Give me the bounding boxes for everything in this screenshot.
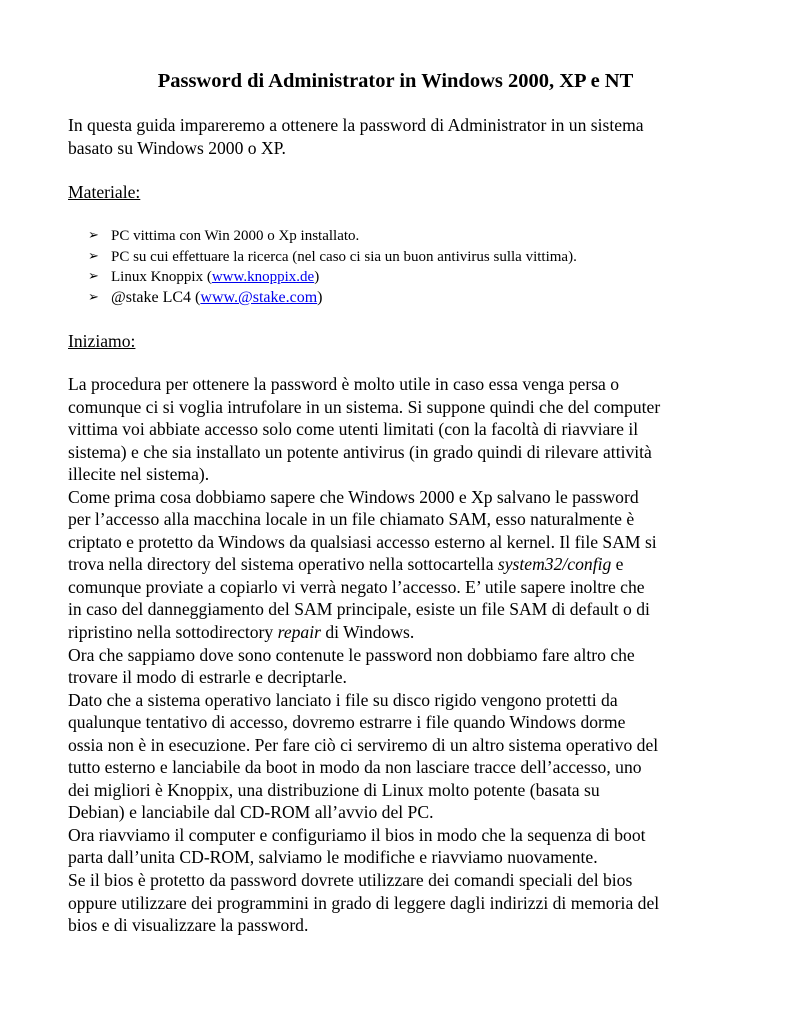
list-item-text: PC vittima con Win 2000 o Xp installato. — [111, 228, 360, 244]
body-line: criptato e protetto da Windows da qualsiasi accesso esterno al kernel. Il file SAM si — [68, 531, 657, 552]
arrowhead-bullet-icon: ➢ — [88, 290, 99, 306]
body-line-text: ripristino nella sottodirectory — [68, 622, 278, 643]
atstake-link[interactable]: www.@stake.com — [200, 289, 318, 307]
list-item-text: Linux Knoppix ( — [111, 269, 212, 286]
body-text — [68, 373, 733, 937]
body-line: comunque ci si voglia intrufolare in un sistema. Si suppone quindi che del computer — [68, 396, 661, 417]
body-line: ossia non è in esecuzione. Per fare ciò ci serviremo di un altro sistema operativo del — [68, 734, 659, 755]
body-line: Ora che sappiamo dove sono contenute le password non dobbiamo fare altro che — [68, 644, 635, 665]
knoppix-link[interactable]: www.knoppix.de — [211, 269, 315, 286]
body-line-text: trova nella directory del sistema operativo nella sottocartella — [68, 554, 498, 575]
body-line: trovare il modo di estrarle e decriptarle. — [68, 667, 347, 688]
body-line: tutto esterno e lanciabile da boot in modo da non lasciare tracce dell’accesso, uno — [68, 757, 642, 778]
list-item — [88, 226, 577, 247]
body-line: La procedura per ottenere la password è molto utile in caso essa venga persa o — [68, 374, 620, 394]
arrowhead-bullet-icon: ➢ — [88, 248, 99, 264]
intro-line: In questa guida impareremo a ottenere la password di Administrator in un sistema — [68, 115, 644, 135]
body-line: sistema) e che sia installato un potente antivirus (in grado quindi di rilevare attività — [68, 441, 652, 462]
body-line: in caso del danneggiamento del SAM principale, esiste un file SAM di default o di — [68, 599, 650, 620]
list-item — [88, 267, 577, 288]
document-title: Password di Administrator in Windows 2000, XP e NT — [157, 70, 634, 92]
body-line — [68, 553, 733, 576]
body-line-text: e — [611, 554, 624, 575]
body-line: parta dall’unita CD-ROM, salviamo le modifiche e riavviamo nuovamente. — [68, 847, 598, 868]
materiale-heading: Materiale: — [68, 182, 141, 202]
body-line: Dato che a sistema operativo lanciato i file su disco rigido vengono protetti da — [68, 689, 618, 710]
list-item-text: PC su cui effettuare la ricerca (nel caso ci sia un buon antivirus sulla vittima). — [111, 248, 577, 265]
iniziamo-heading: Iniziamo: — [68, 331, 136, 351]
body-line: illecite nel sistema). — [68, 464, 210, 485]
list-item-text-after: ) — [314, 269, 320, 286]
body-line: oppure utilizzare dei programmini in grado di leggere dagli indirizzi di memoria del — [68, 892, 660, 913]
intro-paragraph — [68, 114, 738, 159]
body-line: dei migliori è Knoppix, una distribuzione di Linux molto potente (basata su — [68, 779, 600, 800]
body-line: per l’accesso alla macchina locale in un file chiamato SAM, esso naturalmente è — [68, 509, 635, 530]
body-line: Ora riavviamo il computer e configuriamo il bios in modo che la sequenza di boot — [68, 824, 646, 845]
body-line: Debian) e lanciabile dal CD-ROM all’avvio del PC. — [68, 802, 434, 823]
list-item-text-after: ) — [317, 289, 323, 307]
body-line — [68, 621, 733, 644]
body-line-text: di Windows. — [320, 622, 415, 643]
body-line: Come prima cosa dobbiamo sapere che Windows 2000 e Xp salvano le password — [68, 486, 639, 507]
arrowhead-bullet-icon: ➢ — [88, 228, 99, 243]
intro-line: basato su Windows 2000 o XP. — [68, 137, 286, 158]
body-line: bios e di visualizzare la password. — [68, 915, 309, 936]
body-line: Se il bios è protetto da password dovrete utilizzare dei comandi speciali del bios — [68, 870, 633, 891]
arrowhead-bullet-icon: ➢ — [88, 269, 99, 285]
list-item — [88, 247, 577, 268]
body-line: comunque proviate a copiarlo vi verrà negato l’accesso. E’ utile sapere inoltre che — [68, 576, 645, 597]
italic-path: repair — [277, 622, 321, 643]
body-line: vittima voi abbiate accesso solo come utenti limitati (con la facoltà di riavviare il — [68, 419, 639, 440]
list-item-text: @stake LC4 ( — [111, 289, 201, 307]
italic-path: system32/config — [497, 554, 612, 575]
body-line: qualunque tentativo di accesso, dovremo estrarre i file quando Windows dorme — [68, 712, 626, 733]
materiale-list — [88, 226, 577, 309]
list-item — [88, 288, 577, 309]
